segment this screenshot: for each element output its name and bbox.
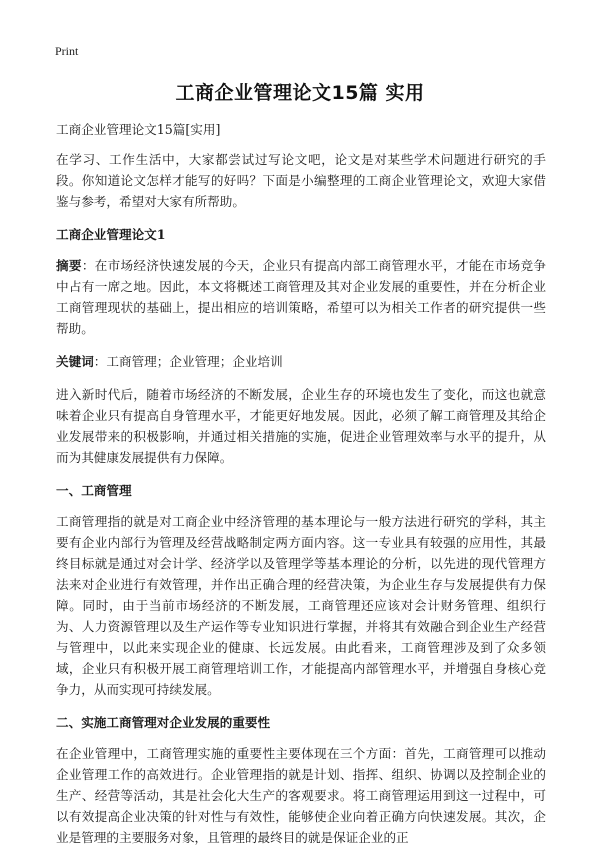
article-subtitle: 工商企业管理论文15篇[实用] bbox=[56, 122, 221, 137]
abstract-label: 摘要 bbox=[56, 258, 82, 273]
keywords-paragraph bbox=[56, 351, 546, 372]
abstract-text: ：在市场经济快速发展的今天，企业只有提高内部工商管理水平，才能在市场竞争中占有一席之地。因此，本文将概述工商管理及其对企业发展的重要性，并在分析企业工商管理现状的基础上，提出相应的培训策略，希望可以为相关工作者的研究提供一些帮助。 bbox=[56, 258, 547, 336]
section-title: 工商企业管理论文1 bbox=[56, 227, 166, 242]
keywords-label: 关键词 bbox=[56, 354, 94, 369]
intro-paragraph: 在学习、工作生活中，大家都尝试过写论文吧，论文是对某些学术问题进行研究的手段。你知道论文怎样才能写的好吗？下面是小编整理的工商企业管理论文，欢迎大家借鉴与参考，希望对大家有所帮助。 bbox=[56, 152, 546, 209]
body-paragraph-1: 进入新时代后，随着市场经济的不断发展，企业生存的环境也发生了变化，而这也就意味着企业只有提高自身管理水平，才能更好地发展。因此，必须了解工商管理及其给企业发展带来的积极影响，并通过相关措施的实施，促进企业管理效率与水平的提升，从而为其健康发展提供有力保障。 bbox=[56, 387, 546, 465]
abstract-paragraph bbox=[56, 255, 546, 339]
body-paragraph-2: 工商管理指的就是对工商企业中经济管理的基本理论与一般方法进行研究的学科，其主要有企业内部行为管理及经营战略制定两方面内容。这一专业具有较强的应用性，其最终目标就是通过对会计学、经济学以及管理学等基本理论的分析，以先进的现代管理方法来对企业进行有效管理，并作出正确合理的经营决策，为企业生存与发展提供有力保障。同时，由于当前市场经济的不断发展，工商管理还应该对会计财务管理、组织行为、人力资源管理以及生产运作等专业知识进行掌握，并将其有效融合到企业生产经营与管理中，以此来实现企业的健康、长远发展。由此看来，工商管理涉及到了众多领域，企业只有积极开展工商管理培训工作，才能提高内部管理水平，并增强自身核心竞争力，从而实现可持续发展。 bbox=[56, 514, 546, 697]
heading-1: 一、工商管理 bbox=[56, 483, 132, 498]
heading-2: 二、实施工商管理对企业发展的重要性 bbox=[56, 715, 271, 730]
article-body bbox=[56, 119, 546, 848]
body-paragraph-3: 在企业管理中，工商管理实施的重要性主要体现在三个方面：首先，工商管理可以推动企业管理工作的高效进行。企业管理指的就是计划、指挥、组织、协调以及控制企业的生产、经营等活动，其是社会化大生产的客观要求。将工商管理运用到这一过程中，可以有效提高企业决策的针对性与有效性，能够使企业向着正确方向快速发展。其次，企业是管理的主要服务对象，且管理的最终目的就是保证企业的正 bbox=[56, 746, 546, 845]
print-label: Print bbox=[55, 44, 79, 58]
keywords-text: ：工商管理；企业管理；企业培训 bbox=[93, 354, 283, 369]
document-title: 工商企业管理论文15篇 实用 bbox=[175, 82, 425, 104]
